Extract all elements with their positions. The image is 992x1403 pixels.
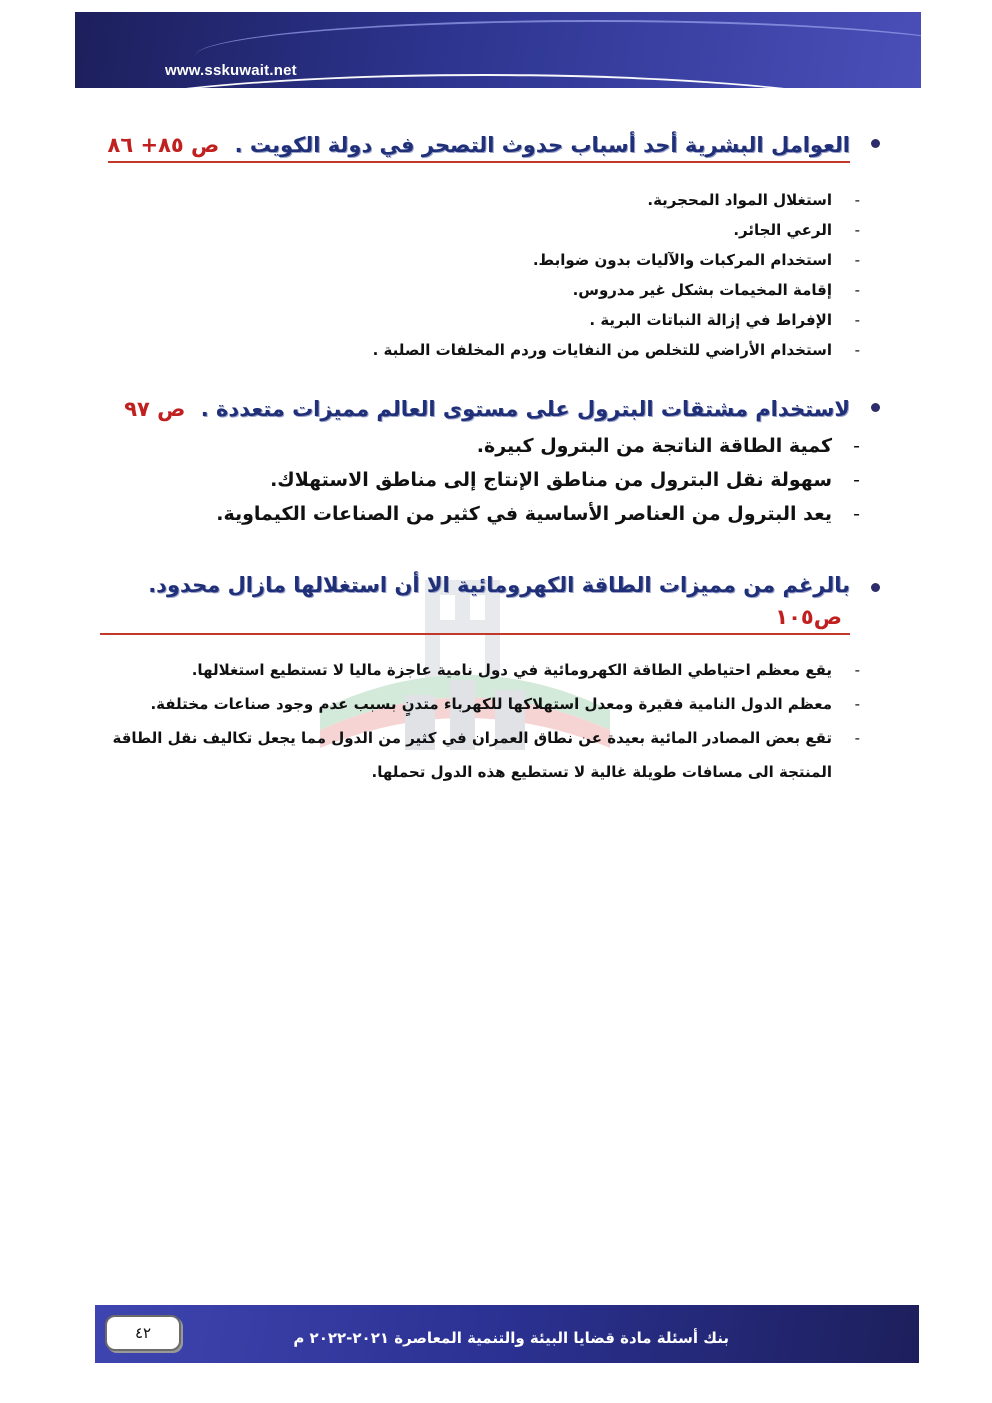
list-item [100,305,880,335]
list-item-text: الرعي الجائر. [733,221,832,239]
list-item-text: يقع معظم احتياطي الطاقة الكهرومائية في دول نامية عاجزة ماليا لا تستطيع استغلالها. [191,661,832,679]
list-item-text: استخدام الأراضي للتخلص من النفايات وردم المخلفات الصلبة . [372,341,832,359]
page-reference: ص١٠٥ [775,605,842,629]
bullet-icon [871,403,880,412]
section-title-underline [108,129,850,163]
section-title-underline [124,393,850,425]
dash-icon: - [854,661,860,679]
list-item [100,275,880,305]
section-title-text: بالرغم من مميزات الطاقة الكهرومائية الا أن استغلالها مازال محدود. [148,573,850,597]
section-title-underline [100,569,850,635]
dash-icon: - [854,281,860,299]
list-item-text: استغلال المواد المحجرية. [647,191,832,209]
dash-icon: - [854,191,860,209]
footer-banner [95,1305,919,1363]
section-title-1 [100,125,880,165]
dash-icon: - [853,503,860,525]
list-1 [100,185,880,365]
list-item [100,497,880,531]
page-number: ٤٢ [105,1315,181,1351]
list-item-text: معظم الدول النامية فقيرة ومعدل استهلاكها للكهرباء متدنٍ بسبب عدم وجود صناعات مختلفة. [150,695,832,713]
site-url[interactable]: www.sskuwait.net [165,62,297,79]
list-item-text: إقامة المخيمات بشكل غير مدروس. [572,281,832,299]
bullet-icon [871,139,880,148]
list-item-text: يعد البترول من العناصر الأساسية في كثير من الصناعات الكيماوية. [216,503,832,525]
list-item [100,429,880,463]
dash-icon: - [854,251,860,269]
section-title-text: العوامل البشرية أحد أسباب حدوث التصحر في دولة الكويت . [234,133,850,157]
footer-title: بنك أسئلة مادة قضايا البيئة والتنمية المعاصرة ٢٠٢١-٢٠٢٢ م [293,1329,729,1347]
page-reference: ص ٩٧ [124,397,186,421]
list-item-text: كمية الطاقة الناتجة من البترول كبيرة. [476,435,832,457]
list-item [100,721,880,789]
bullet-icon [871,583,880,592]
list-item [100,687,880,721]
list-item [100,245,880,275]
section-title-2 [100,389,880,429]
list-item-text: تقع بعض المصادر المائية بعيدة عن نطاق العمران في كثير من الدول مما يجعل تكاليف نقل الطاقة المنتجة الى مسافات طويلة غالية لا تستطيع هذه الدول تحملها. [112,729,832,781]
dash-icon: - [853,469,860,491]
header-banner [75,12,921,88]
content-area [100,125,880,789]
page-reference: ص ٨٥+ ٨٦ [107,133,220,157]
dash-icon: - [854,221,860,239]
dash-icon: - [854,729,860,747]
list-2 [100,429,880,531]
list-item [100,463,880,497]
list-item [100,653,880,687]
dash-icon: - [854,311,860,329]
list-item-text: سهولة نقل البترول من مناطق الإنتاج إلى مناطق الاستهلاك. [270,469,832,491]
list-item [100,215,880,245]
list-item [100,185,880,215]
section-title-3 [100,569,880,637]
section-title-text: لاستخدام مشتقات البترول على مستوى العالم مميزات متعددة . [200,397,850,421]
list-item [100,335,880,365]
dash-icon: - [854,341,860,359]
dash-icon: - [854,695,860,713]
dash-icon: - [853,435,860,457]
list-item-text: استخدام المركبات والآليات بدون ضوابط. [532,251,832,269]
list-3 [100,653,880,789]
list-item-text: الإفراط في إزالة النباتات البرية . [589,311,832,329]
